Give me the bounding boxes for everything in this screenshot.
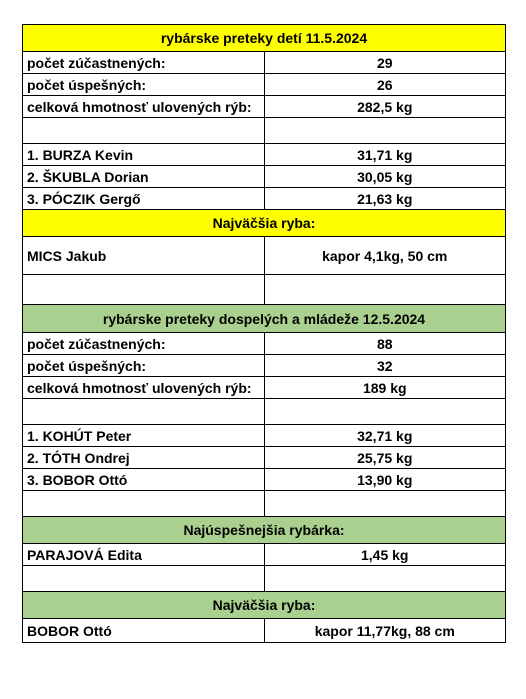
biggest-fish-header: Najväčšia ryba:	[23, 210, 506, 237]
best-woman-weight: 1,45 kg	[264, 544, 506, 566]
stat-value: 26	[264, 74, 506, 96]
stat-value: 189 kg	[264, 377, 506, 399]
stat-label: počet zúčastnených:	[23, 333, 265, 355]
empty-cell	[23, 566, 265, 592]
winner-weight: 30,05 kg	[264, 166, 506, 188]
spacer-row	[23, 118, 506, 144]
adults-winner-row	[23, 447, 506, 469]
empty-cell	[264, 275, 506, 305]
empty-cell	[264, 566, 506, 592]
empty-cell	[264, 491, 506, 517]
empty-cell	[23, 275, 265, 305]
empty-cell	[264, 118, 506, 144]
adults-title: rybárske preteky dospelých a mládeže 12.5.2024	[23, 305, 506, 333]
adults-biggest-fish-row	[23, 619, 506, 643]
empty-cell	[23, 399, 265, 425]
stat-label: celková hmotnosť ulovených rýb:	[23, 377, 265, 399]
adults-winner-row	[23, 469, 506, 491]
winner-weight: 21,63 kg	[264, 188, 506, 210]
stat-value: 32	[264, 355, 506, 377]
children-stat-row	[23, 52, 506, 74]
children-stat-row	[23, 96, 506, 118]
winner-name: 3. PÓCZIK Gergő	[23, 188, 265, 210]
best-woman-name: PARAJOVÁ Edita	[23, 544, 265, 566]
spacer-row	[23, 399, 506, 425]
winner-weight: 25,75 kg	[264, 447, 506, 469]
stat-label: počet úspešných:	[23, 355, 265, 377]
best-woman-header: Najúspešnejšia rybárka:	[23, 517, 506, 544]
children-winner-row	[23, 166, 506, 188]
empty-cell	[264, 399, 506, 425]
stat-label: počet zúčastnených:	[23, 52, 265, 74]
best-woman-header-row	[23, 517, 506, 544]
biggest-fish-detail: kapor 4,1kg, 50 cm	[264, 237, 506, 275]
children-title: rybárske preteky detí 11.5.2024	[23, 25, 506, 52]
stat-value: 282,5 kg	[264, 96, 506, 118]
children-biggest-fish-row	[23, 237, 506, 275]
winner-name: 2. ŠKUBLA Dorian	[23, 166, 265, 188]
spacer-row	[23, 491, 506, 517]
empty-cell	[23, 491, 265, 517]
children-winner-row	[23, 188, 506, 210]
winner-weight: 31,71 kg	[264, 144, 506, 166]
adults-title-row	[23, 305, 506, 333]
spacer-row	[23, 275, 506, 305]
stat-value: 29	[264, 52, 506, 74]
children-biggest-fish-header-row	[23, 210, 506, 237]
best-woman-row	[23, 544, 506, 566]
children-stat-row	[23, 74, 506, 96]
stat-label: počet úspešných:	[23, 74, 265, 96]
winner-weight: 13,90 kg	[264, 469, 506, 491]
stat-value: 88	[264, 333, 506, 355]
adults-winner-row	[23, 425, 506, 447]
adults-stat-row	[23, 355, 506, 377]
winner-weight: 32,71 kg	[264, 425, 506, 447]
children-winner-row	[23, 144, 506, 166]
winner-name: 1. KOHÚT Peter	[23, 425, 265, 447]
stat-label: celková hmotnosť ulovených rýb:	[23, 96, 265, 118]
winner-name: 2. TÓTH Ondrej	[23, 447, 265, 469]
biggest-fish-detail: kapor 11,77kg, 88 cm	[264, 619, 506, 643]
winner-name: 1. BURZA Kevin	[23, 144, 265, 166]
children-title-row	[23, 25, 506, 52]
results-table	[22, 24, 506, 643]
adults-stat-row	[23, 377, 506, 399]
adults-biggest-fish-header-row	[23, 592, 506, 619]
winner-name: 3. BOBOR Ottó	[23, 469, 265, 491]
biggest-fish-header: Najväčšia ryba:	[23, 592, 506, 619]
empty-cell	[23, 118, 265, 144]
biggest-fish-name: MICS Jakub	[23, 237, 265, 275]
adults-stat-row	[23, 333, 506, 355]
spacer-row	[23, 566, 506, 592]
biggest-fish-name: BOBOR Ottó	[23, 619, 265, 643]
